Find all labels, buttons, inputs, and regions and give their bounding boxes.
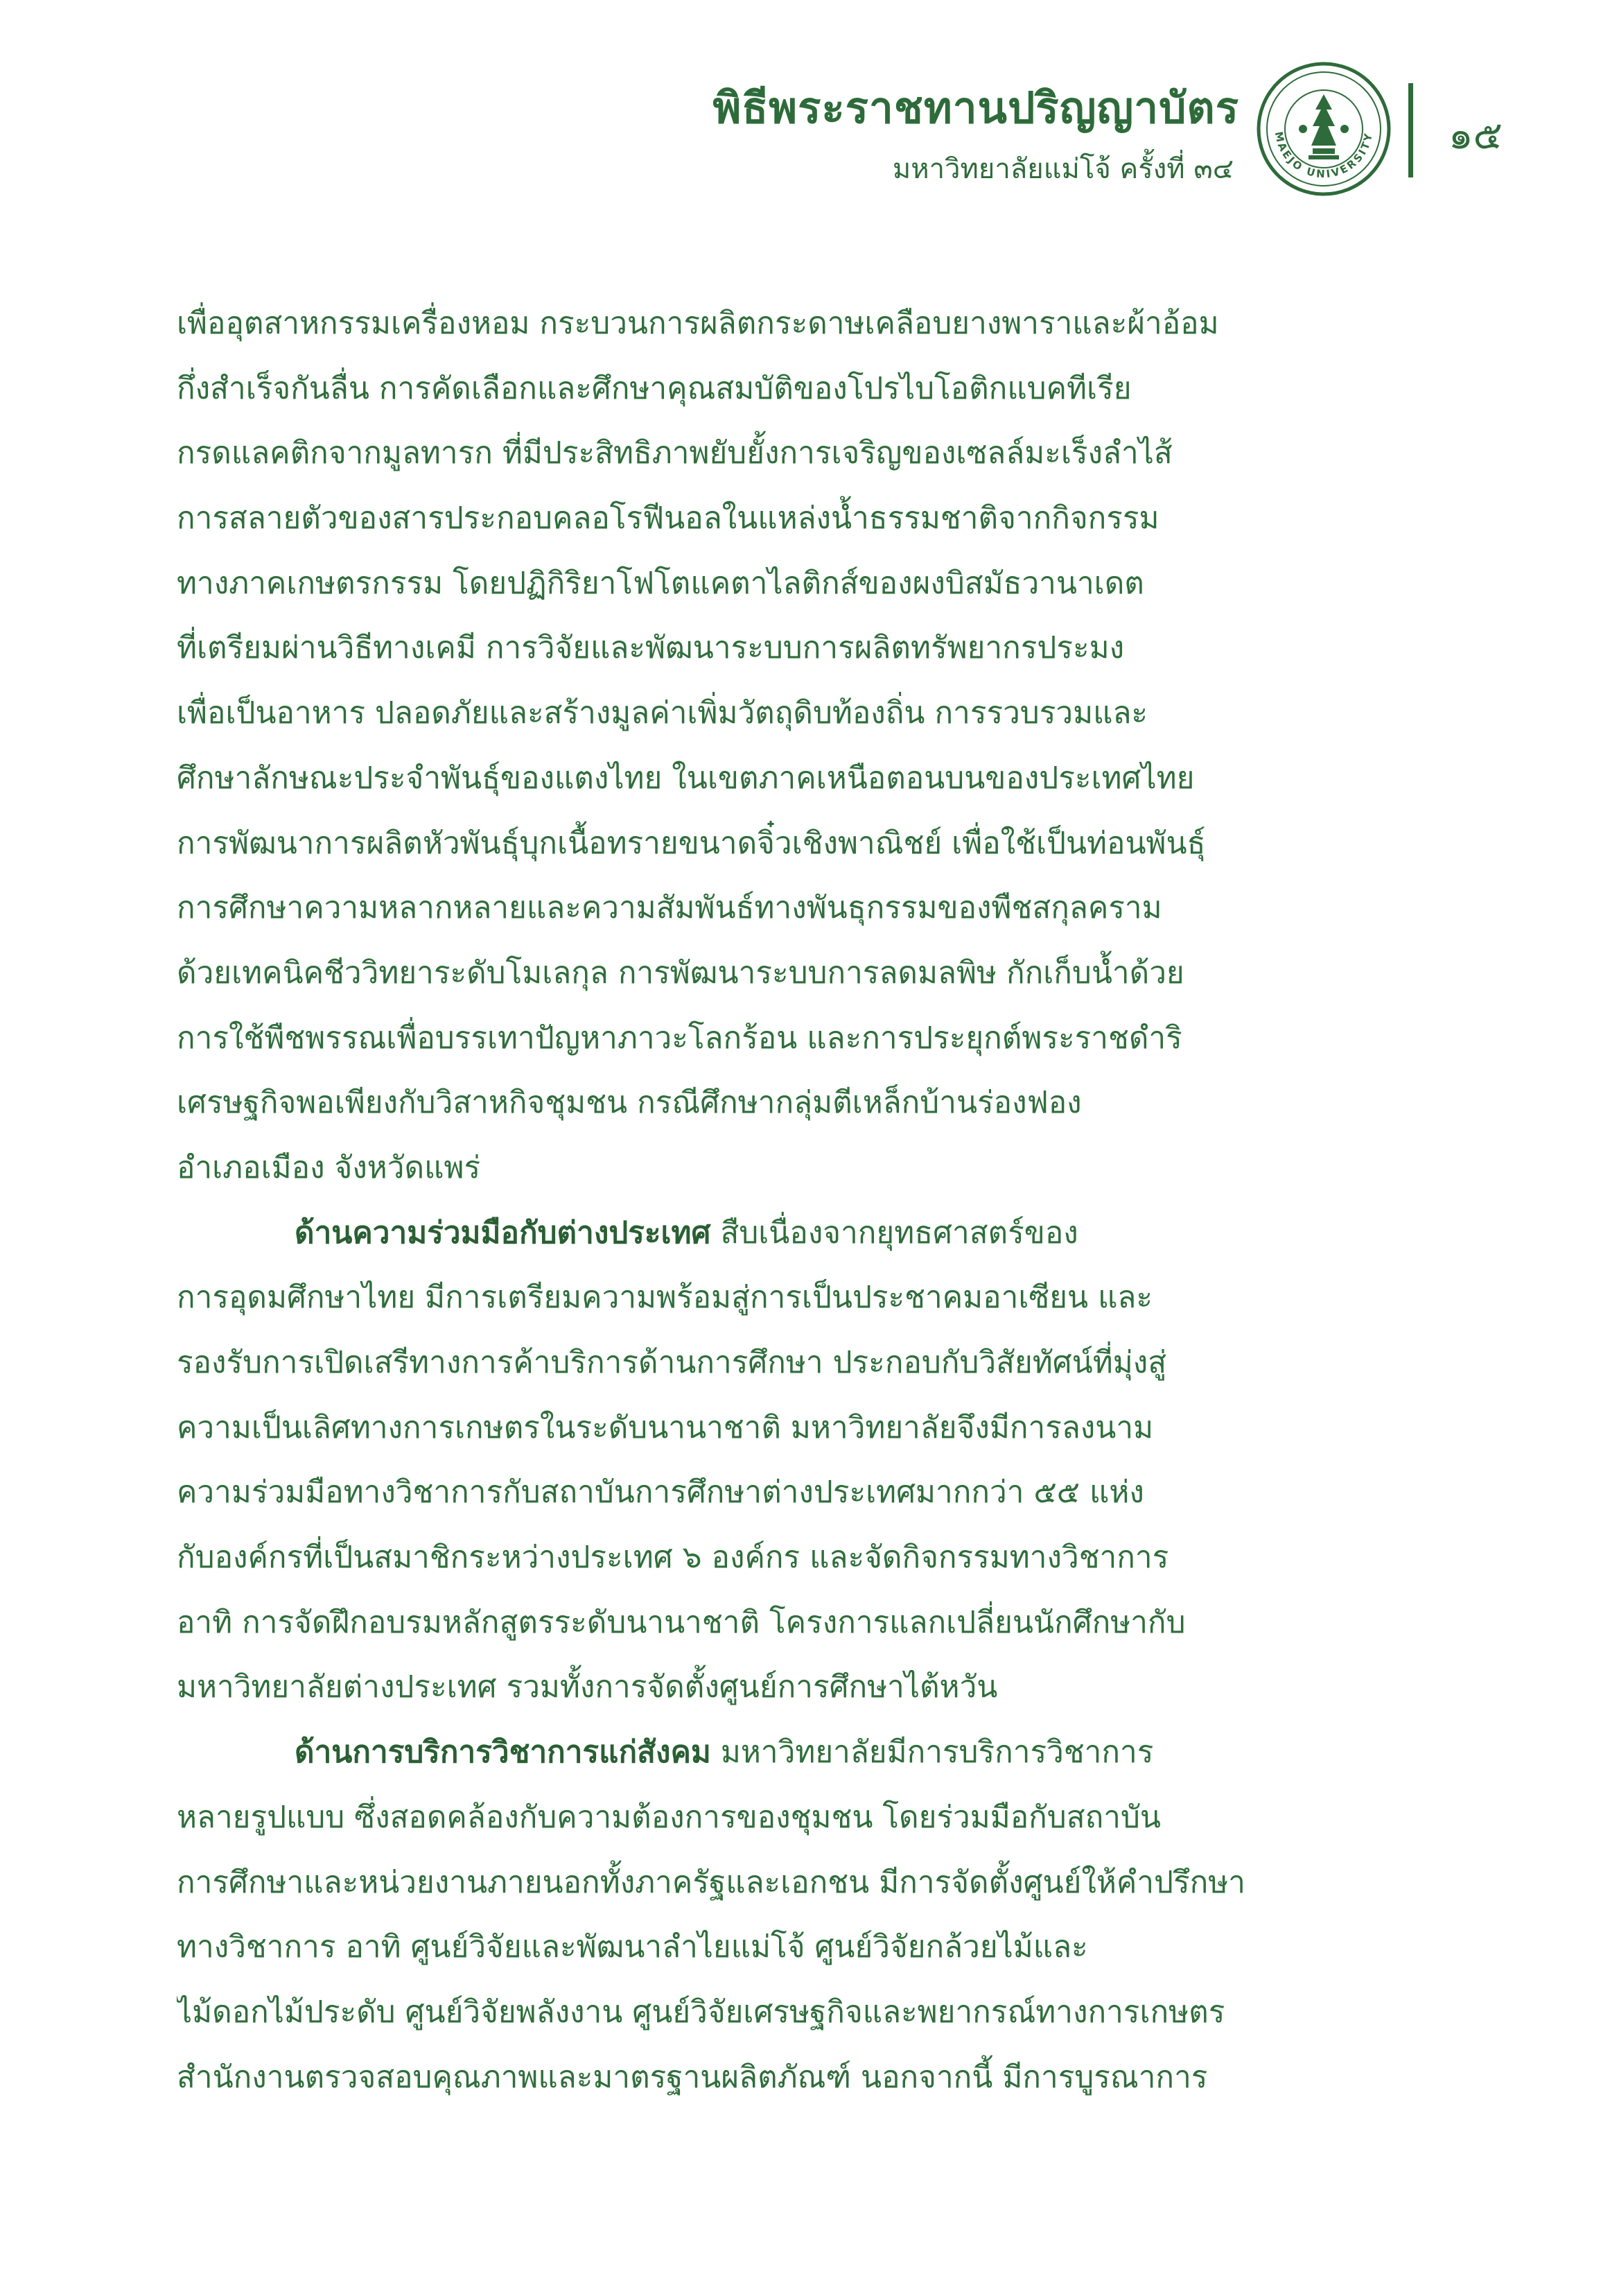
paragraph-line: ศึกษาลักษณะประจำพันธุ์ของแตงไทย ในเขตภาคเหนือตอนบนของประเทศไทย — [177, 760, 1195, 796]
university-seal-icon — [1254, 60, 1393, 198]
section-international-lead: สืบเนื่องจากยุทธศาสตร์ของ — [710, 1215, 1078, 1251]
paragraph-line: ไม้ดอกไม้ประดับ ศูนย์วิจัยพลังงาน ศูนย์วิจัยเศรษฐกิจและพยากรณ์ทางการเกษตร — [177, 1994, 1225, 2030]
body-text — [177, 291, 1383, 2110]
paragraph-line: อำเภอเมือง จังหวัดแพร่ — [177, 1149, 481, 1185]
paragraph-line: กึ่งสำเร็จกันลื่น การคัดเลือกและศึกษาคุณสมบัติของโปรไบโอติกแบคทีเรีย — [177, 370, 1132, 406]
page-number: ๑๕ — [1449, 113, 1503, 158]
paragraph-line: การใช้พืชพรรณเพื่อบรรเทาปัญหาภาวะโลกร้อน และการประยุกต์พระราชดำริ — [177, 1020, 1182, 1056]
section-international-first-line — [177, 1201, 1383, 1266]
paragraph-line: การศึกษาความหลากหลายและความสัมพันธ์ทางพันธุกรรมของพืชสกุลคราม — [177, 890, 1162, 926]
paragraph-line: หลายรูปแบบ ซึ่งสอดคล้องกับความต้องการของชุมชน โดยร่วมมือกับสถาบัน — [177, 1799, 1161, 1835]
paragraph-line: การพัฒนาการผลิตหัวพันธุ์บุกเนื้อทรายขนาดจิ๋วเชิงพาณิชย์ เพื่อใช้เป็นท่อนพันธุ์ — [177, 825, 1206, 861]
section-heading-service: ด้านการบริการวิชาการแก่สังคม — [295, 1734, 711, 1771]
section-service-lead: มหาวิทยาลัยมีการบริการวิชาการ — [710, 1734, 1154, 1771]
paragraph-line: รองรับการเปิดเสรีทางการค้าบริการด้านการศึกษา ประกอบกับวิสัยทัศน์ที่มุ่งสู่ — [177, 1345, 1167, 1380]
paragraph-line: สำนักงานตรวจสอบคุณภาพและมาตรฐานผลิตภัณฑ์ นอกจากนี้ มีการบูรณาการ — [177, 2059, 1208, 2095]
paragraph-line: ความร่วมมือทางวิชาการกับสถาบันการศึกษาต่างประเทศมากกว่า ๕๕ แห่ง — [177, 1475, 1144, 1511]
section-heading-international: ด้านความร่วมมือกับต่างประเทศ — [295, 1215, 711, 1251]
paragraph-line: กรดแลคติกจากมูลทารก ที่มีประสิทธิภาพยับยั้งการเจริญของเซลล์มะเร็งลำไส้ — [177, 435, 1173, 471]
paragraph-line: การศึกษาและหน่วยงานภายนอกทั้งภาครัฐและเอกชน มีการจัดตั้งศูนย์ให้คำปรึกษา — [177, 1864, 1245, 1900]
paragraph-line: การสลายตัวของสารประกอบคลอโรฟีนอลในแหล่งน้ำธรรมชาติจากกิจกรรม — [177, 501, 1159, 537]
paragraph-line: เพื่ออุตสาหกรรมเครื่องหอม กระบวนการผลิตกระดาษเคลือบยางพาราและผ้าอ้อม — [177, 306, 1219, 341]
paragraph-line: ด้วยเทคนิคชีววิทยาระดับโมเลกุล การพัฒนาระบบการลดมลพิษ กักเก็บน้ำด้วย — [177, 955, 1184, 991]
paragraph-line: การอุดมศึกษาไทย มีการเตรียมความพร้อมสู่การเป็นประชาคมอาเซียน และ — [177, 1280, 1153, 1316]
paragraph-line: กับองค์กรที่เป็นสมาชิกระหว่างประเทศ ๖ องค์กร และจัดกิจกรรมทางวิชาการ — [177, 1540, 1169, 1576]
seal-text: MAEJO UNIVERSITY — [1272, 130, 1376, 181]
paragraph-line: อาทิ การจัดฝึกอบรมหลักสูตรระดับนานาชาติ โครงการแลกเปลี่ยนนักศึกษากับ — [177, 1604, 1186, 1640]
paragraph-line: มหาวิทยาลัยต่างประเทศ รวมทั้งการจัดตั้งศูนย์การศึกษาไต้หวัน — [177, 1669, 998, 1705]
paragraph-line: ทางวิชาการ อาทิ ศูนย์วิจัยและพัฒนาลำไยแม่โจ้ ศูนย์วิจัยกล้วยไม้และ — [177, 1929, 1088, 1965]
paragraph-line: เพื่อเป็นอาหาร ปลอดภัยและสร้างมูลค่าเพิ่มวัตถุดิบท้องถิ่น การรวบรวมและ — [177, 695, 1148, 731]
paragraph-line: เศรษฐกิจพอเพียงกับวิสาหกิจชุมชน กรณีศึกษากลุ่มตีเหล็กบ้านร่องฟอง — [177, 1085, 1082, 1121]
university-subtitle: มหาวิทยาลัยแม่โจ้ ครั้งที่ ๓๔ — [892, 153, 1234, 185]
paragraph-line: ที่เตรียมผ่านวิธีทางเคมี การวิจัยและพัฒนาระบบการผลิตทรัพยากรประมง — [177, 630, 1125, 666]
header-divider — [1408, 83, 1413, 177]
ceremony-title: พิธีพระราชทานปริญญาบัตร — [712, 82, 1239, 133]
paragraph-line: ทางภาคเกษตรกรรม โดยปฏิกิริยาโฟโตแคตาไลติกส์ของผงบิสมัธวานาเดต — [177, 565, 1144, 601]
section-service-first-line — [177, 1720, 1383, 1785]
paragraph-line: ความเป็นเลิศทางการเกษตรในระดับนานาชาติ มหาวิทยาลัยจึงมีการลงนาม — [177, 1409, 1154, 1445]
